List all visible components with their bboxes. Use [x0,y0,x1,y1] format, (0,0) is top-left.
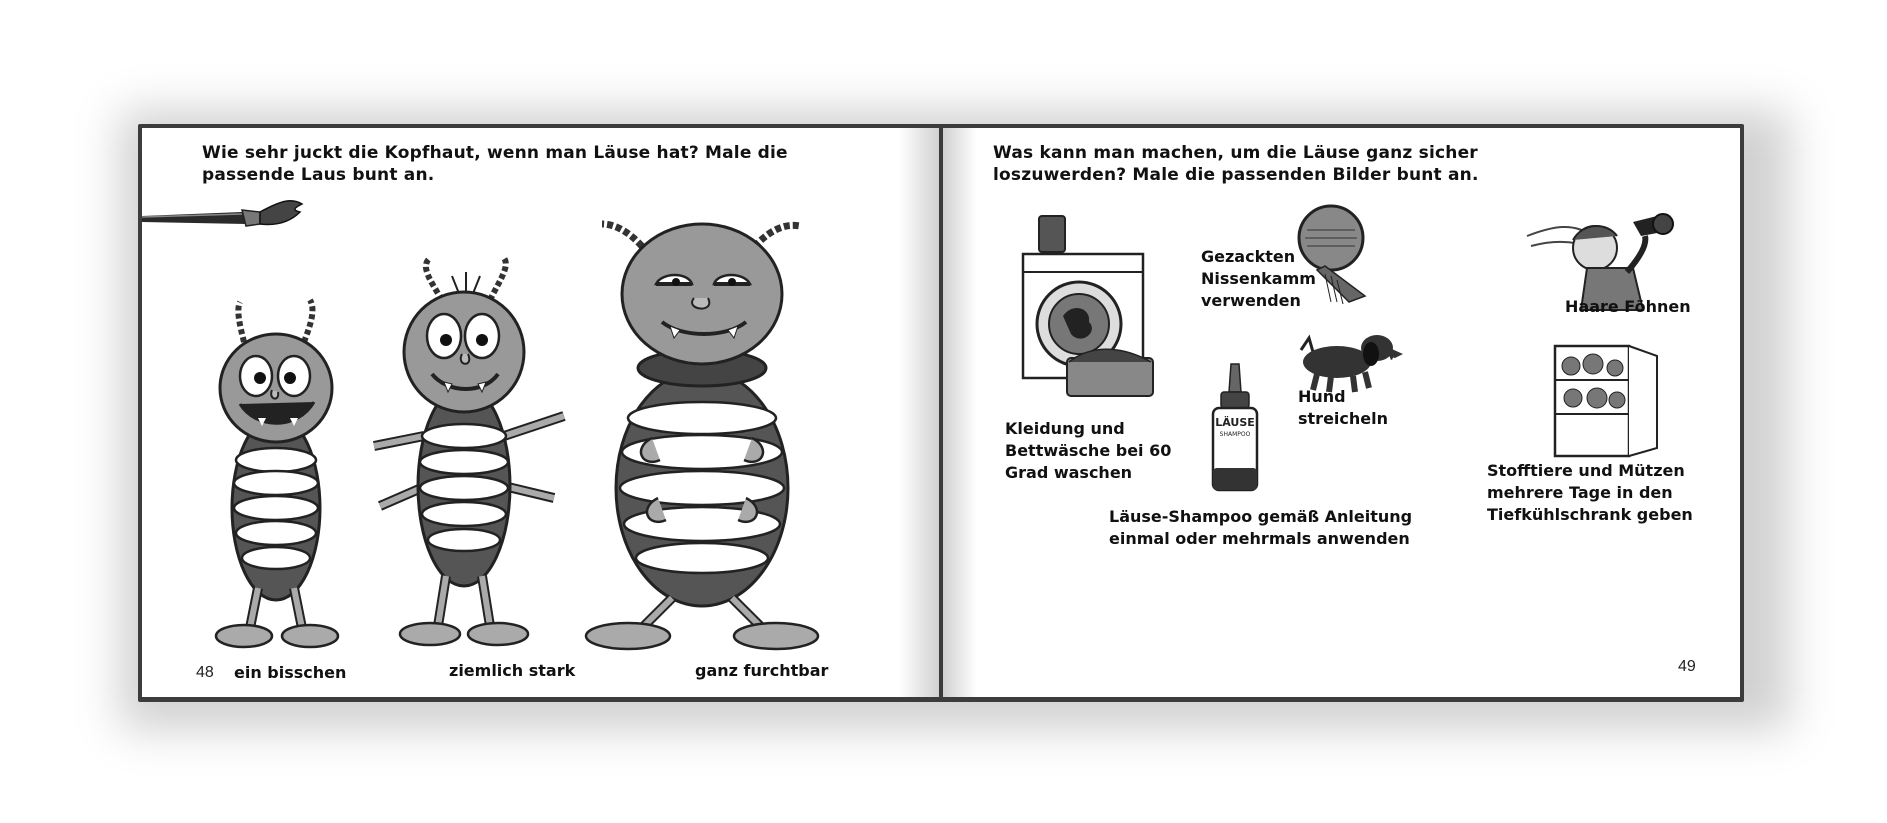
label-ganz-furchtbar: ganz furchtbar [695,661,829,680]
label-washing: Kleidung und Bettwäsche bei 60 Grad waschen [1005,419,1172,482]
louse-small-illustration [206,278,346,658]
label-freezer: Stofftiere und Mützen mehrere Tage in den Tiefkühlschrank geben [1487,461,1693,524]
shampoo-bottle-illustration [1205,364,1265,494]
shampoo-bottle-sublabel: SHAMPOO [1219,431,1251,438]
open-book [138,124,1744,702]
left-page [142,128,939,697]
label-shampoo: Läuse-Shampoo gemäß Anleitung einmal oder mehrmals anwenden [1109,507,1413,548]
shampoo-bottle-label: LÄUSE [1215,416,1255,429]
dog-illustration [1295,324,1405,394]
left-page-prompt: Wie sehr juckt die Kopfhaut, wenn man Läuse hat? Male die passende Laus bunt an. [202,143,788,185]
freezer-illustration [1553,342,1663,462]
paintbrush-icon [142,200,312,240]
gutter-shade [899,128,939,697]
gutter-shade [943,128,977,697]
page-number-left: 48 [196,664,214,681]
louse-large-illustration [562,198,842,658]
label-dog: Hund streicheln [1298,387,1388,428]
label-hairdryer: Haare Föhnen [1565,297,1691,316]
page-number-right: 49 [1678,658,1696,675]
right-page [943,128,1740,697]
louse-medium-illustration [364,236,584,656]
label-comb: Gezackten Nissenkamm verwenden [1201,247,1316,310]
right-page-prompt: Was kann man machen, um die Läuse ganz sicher loszuwerden? Male die passenden Bilder bunt an. [993,143,1479,185]
label-ein-bisschen: ein bisschen [234,663,347,682]
label-ziemlich-stark: ziemlich stark [449,661,576,680]
washing-machine-illustration [1019,216,1159,406]
